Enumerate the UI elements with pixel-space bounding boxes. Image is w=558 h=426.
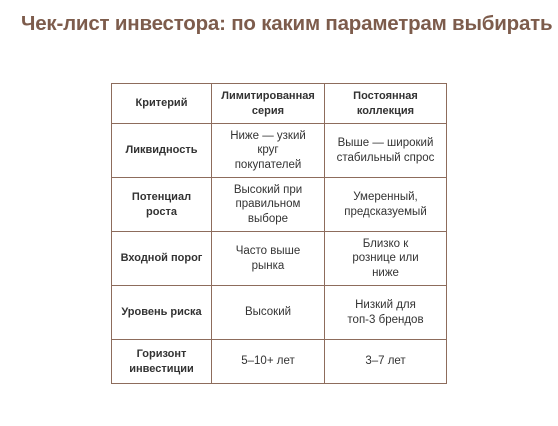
permanent-cell: Близко к рознице или ниже [325, 232, 447, 286]
header-criterion: Критерий [112, 84, 212, 124]
permanent-cell: Низкий для топ-3 брендов [325, 286, 447, 340]
limited-cell: Ниже — узкий круг покупателей [212, 124, 325, 178]
criterion-cell: Горизонт инвестиции [112, 340, 212, 384]
header-permanent-collection: Постоянная коллекция [325, 84, 447, 124]
table-row [112, 340, 447, 384]
criterion-cell: Потенциал роста [112, 178, 212, 232]
table-row [112, 178, 447, 232]
table-row [112, 124, 447, 178]
criterion-cell: Уровень риска [112, 286, 212, 340]
criterion-cell: Входной порог [112, 232, 212, 286]
limited-cell: Высокий при правильном выборе [212, 178, 325, 232]
table-header-row [112, 84, 447, 124]
header-limited-series: Лимитированная серия [212, 84, 325, 124]
permanent-cell: Умеренный, предсказуемый [325, 178, 447, 232]
permanent-cell: 3–7 лет [325, 340, 447, 384]
permanent-cell: Выше — широкий стабильный спрос [325, 124, 447, 178]
table-row [112, 286, 447, 340]
table-row [112, 232, 447, 286]
limited-cell: 5–10+ лет [212, 340, 325, 384]
limited-cell: Высокий [212, 286, 325, 340]
criterion-cell: Ликвидность [112, 124, 212, 178]
investor-checklist-table [111, 83, 447, 384]
limited-cell: Часто выше рынка [212, 232, 325, 286]
page-title: Чек-лист инвестора: по каким параметрам выбирать [21, 12, 553, 35]
